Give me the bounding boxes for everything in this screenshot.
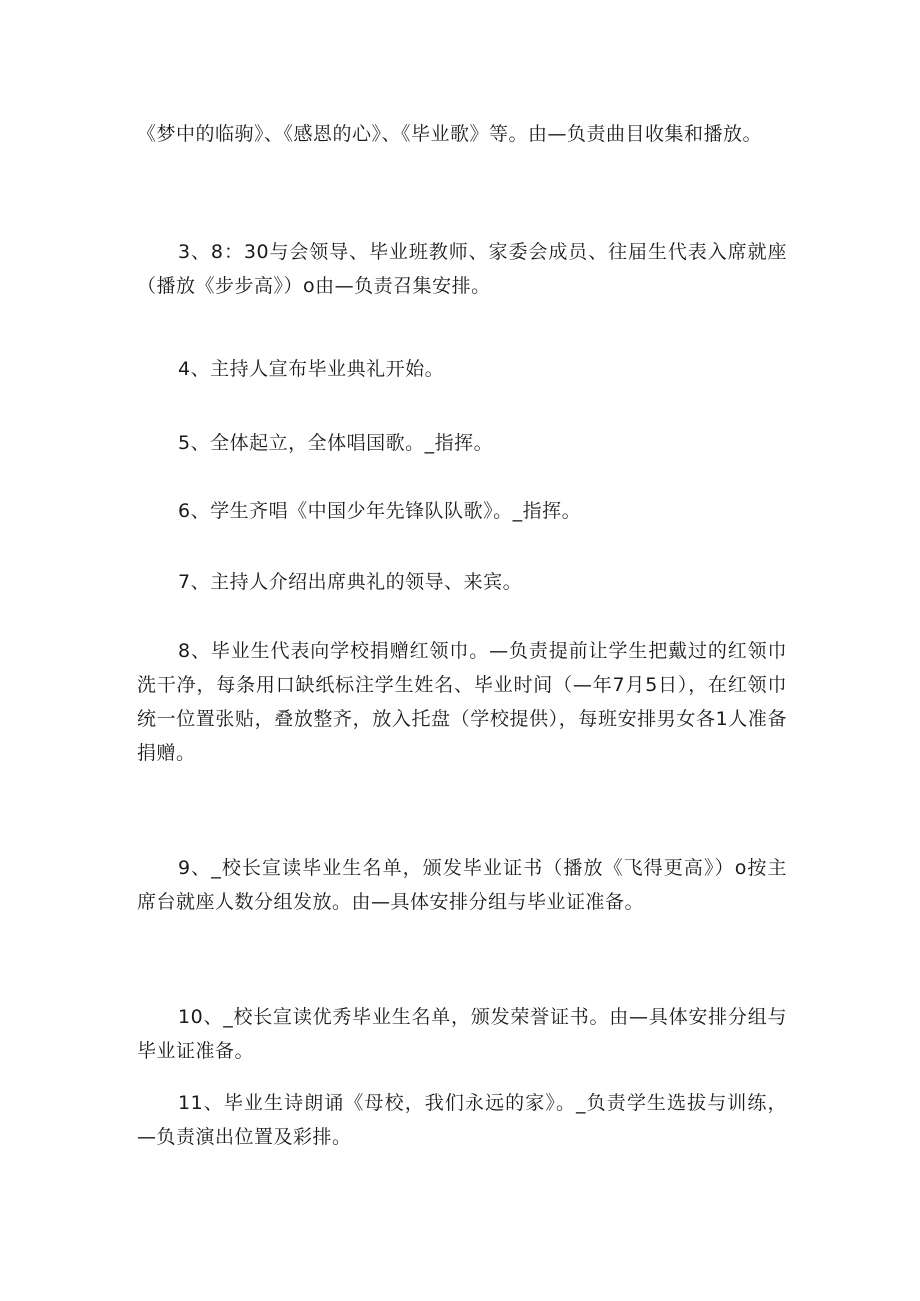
paragraph-item-10: 10、_校长宣读优秀毕业生名单，颁发荣誉证书。由—具体安排分组与毕业证准备。 <box>137 1006 787 1062</box>
paragraph-item-4: 4、主持人宣布毕业典礼开始。 <box>178 358 445 380</box>
paragraph-item-7: 7、主持人介绍出席典礼的领导、来宾。 <box>178 571 523 593</box>
paragraph-item-11: 11、毕业生诗朗诵《母校，我们永远的家》。_负责学生选拔与训练，—负责演出位置及彩排。 <box>137 1092 787 1148</box>
paragraph-continuation: 《梦中的临驹》、《感恩的心》、《毕业歌》等。由—负责曲目收集和播放。 <box>137 123 763 145</box>
paragraph-item-5: 5、全体起立，全体唱国歌。_指挥。 <box>178 432 494 454</box>
paragraph-item-6: 6、学生齐唱《中国少年先锋队队歌》。_指挥。 <box>178 500 582 522</box>
paragraph-item-9: 9、_校长宣读毕业生名单，颁发毕业证书（播放《飞得更高》）o按主席台就座人数分组发放。由—具体安排分组与毕业证准备。 <box>137 857 787 913</box>
paragraph-item-3: 3、8：30与会领导、毕业班教师、家委会成员、往届生代表入席就座（播放《步步高》）o由—负责召集安排。 <box>137 241 787 297</box>
paragraph-item-8: 8、毕业生代表向学校捐赠红领巾。—负责提前让学生把戴过的红领巾洗干净，每条用口缺纸标注学生姓名、毕业时间（—年7月5日），在红领巾统一位置张贴，叠放整齐，放入托盘（学校提供），每班安排男女各1人准备捐赠。 <box>137 640 787 764</box>
